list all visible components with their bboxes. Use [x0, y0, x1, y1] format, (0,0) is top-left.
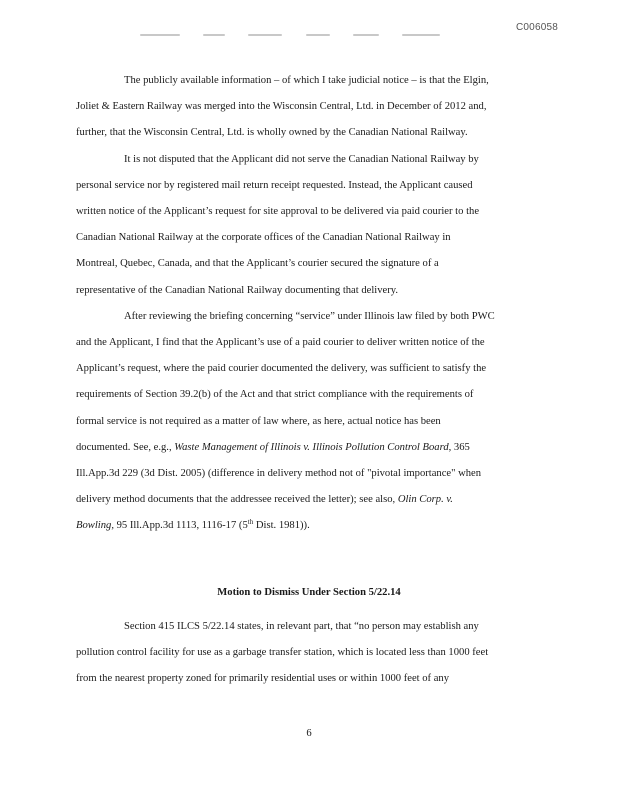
line-text: 365: [451, 441, 470, 453]
paragraph-line: formal service is not required as a matter of law where, as here, actual notice has been: [76, 415, 441, 427]
header-mark: [203, 34, 225, 36]
paragraph-line: written notice of the Applicant’s request for site approval to be delivered via paid courier to the: [76, 206, 480, 218]
document-body: [76, 68, 546, 540]
case-citation: Waste Management of Illinois v. Illinois Pollution Control Board,: [174, 441, 452, 453]
header-mark: [306, 34, 330, 36]
paragraph-line: Joliet & Eastern Railway was merged into the Wisconsin Central, Ltd. in December of 2012 and,: [76, 101, 487, 113]
paragraph-line: from the nearest property zoned for primarily residential uses or within 1000 feet of any: [76, 673, 450, 685]
section-heading: Motion to Dismiss Under Section 5/22.14: [217, 587, 401, 598]
paragraph-line: further, that the Wisconsin Central, Ltd. is wholly owned by the Canadian National Railway.: [76, 127, 468, 139]
line-text: delivery method documents that the addressee received the letter); see also,: [76, 494, 398, 506]
page-number: 6: [306, 728, 312, 739]
paragraph-line: personal service nor by registered mail return receipt requested. Instead, the Applicant caused: [76, 179, 473, 191]
paragraph-line: pollution control facility for use as a garbage transfer station, which is located less than 1000 feet: [76, 647, 489, 659]
paragraph-line: Ill.App.3d 229 (3d Dist. 2005) (difference in delivery method not of "pivotal importance" when: [76, 468, 482, 480]
line-text: 95 Ill.App.3d 1113, 1116-17 (5: [113, 520, 248, 532]
paragraph-line: The publicly available information – of which I take judicial notice – is that the Elgin,: [124, 75, 489, 86]
document-id: C006058: [516, 22, 558, 33]
header-mark: [140, 34, 180, 36]
case-citation: Bowling,: [76, 520, 114, 532]
paragraph-line: It is not disputed that the Applicant did not serve the Canadian National Railway by: [124, 153, 479, 165]
case-citation: Olin Corp. v.: [397, 494, 453, 506]
line-text: Dist. 1981)).: [253, 520, 310, 532]
paragraph-line: Montreal, Quebec, Canada, and that the Applicant’s courier secured the signature of a: [76, 258, 439, 270]
superscript: th: [247, 518, 254, 527]
paragraph-line: Applicant’s request, where the paid courier documented the delivery, was sufficient to satisfy the: [76, 363, 487, 375]
paragraph-line: Canadian National Railway at the corporate offices of the Canadian National Railway in: [76, 232, 451, 244]
header-mark: [402, 34, 440, 36]
paragraph-line: requirements of Section 39.2(b) of the Act and that strict compliance with the requirements of: [76, 389, 474, 401]
paragraph-line: representative of the Canadian National Railway documenting that delivery.: [76, 284, 399, 296]
paragraph-line: After reviewing the briefing concerning “service” under Illinois law filed by both PWC: [124, 310, 495, 322]
document-body-continued: [76, 614, 546, 693]
header-mark: [248, 34, 282, 36]
paragraph-line: Section 415 ILCS 5/22.14 states, in relevant part, that “no person may establish any: [124, 621, 479, 632]
header-mark: [353, 34, 379, 36]
paragraph-line: [76, 513, 546, 539]
paragraph-line: [76, 435, 546, 461]
header-fax-marks: [140, 34, 440, 36]
paragraph-line: [76, 487, 546, 513]
paragraph-line: and the Applicant, I find that the Applicant’s use of a paid courier to deliver written notice of the: [76, 337, 485, 349]
line-text: documented. See, e.g.,: [76, 441, 175, 453]
